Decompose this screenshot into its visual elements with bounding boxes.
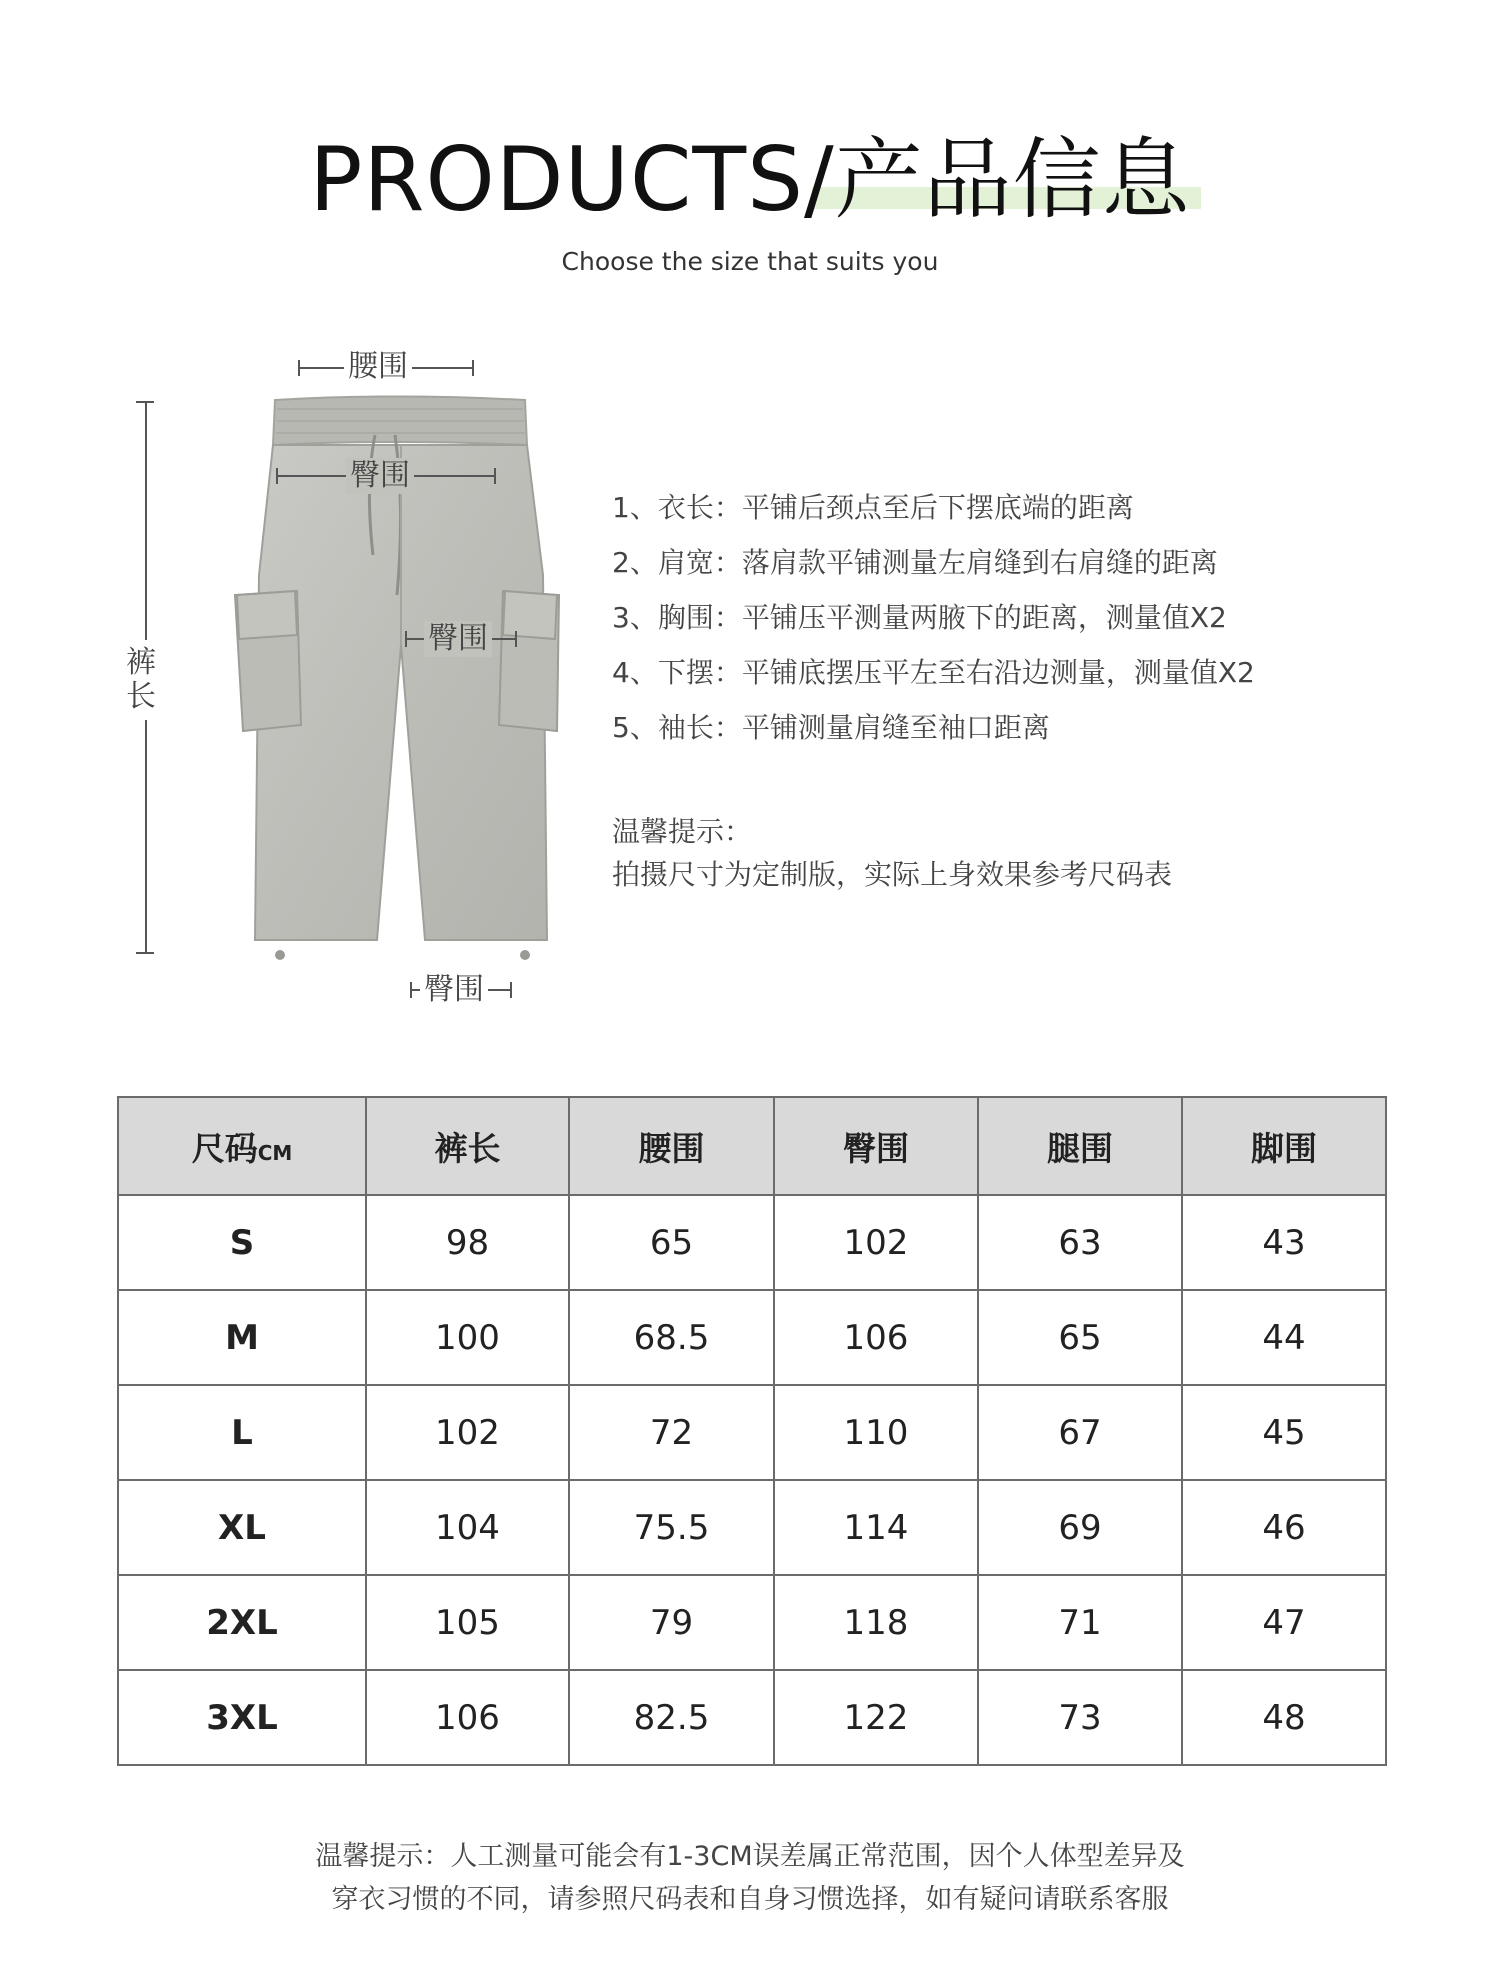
hem-label: 臀围 — [420, 972, 488, 1008]
instruction-item: 2、肩宽：落肩款平铺测量左肩缝到右肩缝的距离 — [612, 546, 1218, 579]
length-label — [126, 640, 156, 720]
table-cell: 98 — [366, 1195, 569, 1290]
header-cell: 脚围 — [1182, 1097, 1386, 1195]
hip-tick-right — [494, 468, 496, 484]
table-cell: 67 — [978, 1385, 1182, 1480]
waist-tick-right — [472, 360, 474, 376]
hip-label: 臀围 — [346, 458, 414, 494]
table-row — [118, 1480, 1386, 1575]
size-cell: L — [118, 1385, 366, 1480]
instruction-item: 1、衣长：平铺后颈点至后下摆底端的距离 — [612, 491, 1134, 524]
tip-text: 拍摄尺寸为定制版，实际上身效果参考尺码表 — [612, 858, 1173, 891]
waist-label: 腰围 — [344, 349, 412, 385]
table-row — [118, 1290, 1386, 1385]
header-unit: CM — [257, 1140, 293, 1165]
table-cell: 106 — [366, 1670, 569, 1765]
table-cell: 102 — [366, 1385, 569, 1480]
header-size-label: 尺码 — [191, 1128, 258, 1168]
size-cell: 2XL — [118, 1575, 366, 1670]
thigh-label: 臀围 — [424, 621, 492, 657]
page-subtitle: Choose the size that suits you — [561, 247, 939, 276]
table-cell: 72 — [569, 1385, 774, 1480]
table-cell: 110 — [774, 1385, 978, 1480]
table-cell: 65 — [978, 1290, 1182, 1385]
size-table — [117, 1096, 1387, 1766]
size-cell: 3XL — [118, 1670, 366, 1765]
table-header-row — [118, 1097, 1386, 1195]
table-cell: 122 — [774, 1670, 978, 1765]
header-cell: 腿围 — [978, 1097, 1182, 1195]
table-cell: 46 — [1182, 1480, 1386, 1575]
table-cell: 82.5 — [569, 1670, 774, 1765]
table-cell: 79 — [569, 1575, 774, 1670]
size-cell: M — [118, 1290, 366, 1385]
footer-note-line-1: 温馨提示：人工测量可能会有1-3CM误差属正常范围，因个人体型差异及 — [315, 1841, 1185, 1872]
table-cell: 44 — [1182, 1290, 1386, 1385]
table-cell: 48 — [1182, 1670, 1386, 1765]
length-tick-bottom — [136, 952, 154, 954]
thigh-tick-right — [515, 631, 517, 647]
table-cell: 65 — [569, 1195, 774, 1290]
header-cell-size — [118, 1097, 366, 1195]
size-cell: XL — [118, 1480, 366, 1575]
table-cell: 105 — [366, 1575, 569, 1670]
table-cell: 102 — [774, 1195, 978, 1290]
header-cell: 腰围 — [569, 1097, 774, 1195]
table-row — [118, 1195, 1386, 1290]
table-cell: 63 — [978, 1195, 1182, 1290]
size-cell: S — [118, 1195, 366, 1290]
length-label-text: 裤长 — [126, 645, 156, 714]
footer-note-line-2: 穿衣习惯的不同，请参照尺码表和自身习惯选择，如有疑问请联系客服 — [331, 1884, 1169, 1915]
tip-title: 温馨提示： — [612, 815, 753, 848]
table-row — [118, 1670, 1386, 1765]
page-title — [309, 110, 1190, 236]
table-cell: 43 — [1182, 1195, 1386, 1290]
table-cell: 47 — [1182, 1575, 1386, 1670]
table-cell: 45 — [1182, 1385, 1386, 1480]
table-cell: 118 — [774, 1575, 978, 1670]
instruction-item: 5、袖长：平铺测量肩缝至袖口距离 — [612, 711, 1050, 744]
table-cell: 69 — [978, 1480, 1182, 1575]
table-row — [118, 1385, 1386, 1480]
hem-tick-right — [510, 982, 512, 998]
table-cell: 100 — [366, 1290, 569, 1385]
title-wrap — [0, 110, 1500, 236]
table-cell: 75.5 — [569, 1480, 774, 1575]
table-cell: 73 — [978, 1670, 1182, 1765]
instruction-item: 4、下摆：平铺底摆压平左至右沿边测量，测量值X2 — [612, 656, 1255, 689]
table-row — [118, 1575, 1386, 1670]
table-cell: 104 — [366, 1480, 569, 1575]
header-cell: 裤长 — [366, 1097, 569, 1195]
page-title-text: PRODUCTS/产品信息 — [309, 128, 1191, 231]
instruction-item: 3、胸围：平铺压平测量两腋下的距离，测量值X2 — [612, 601, 1227, 634]
table-cell: 71 — [978, 1575, 1182, 1670]
table-cell: 106 — [774, 1290, 978, 1385]
header-cell: 臀围 — [774, 1097, 978, 1195]
table-cell: 114 — [774, 1480, 978, 1575]
table-cell: 68.5 — [569, 1290, 774, 1385]
